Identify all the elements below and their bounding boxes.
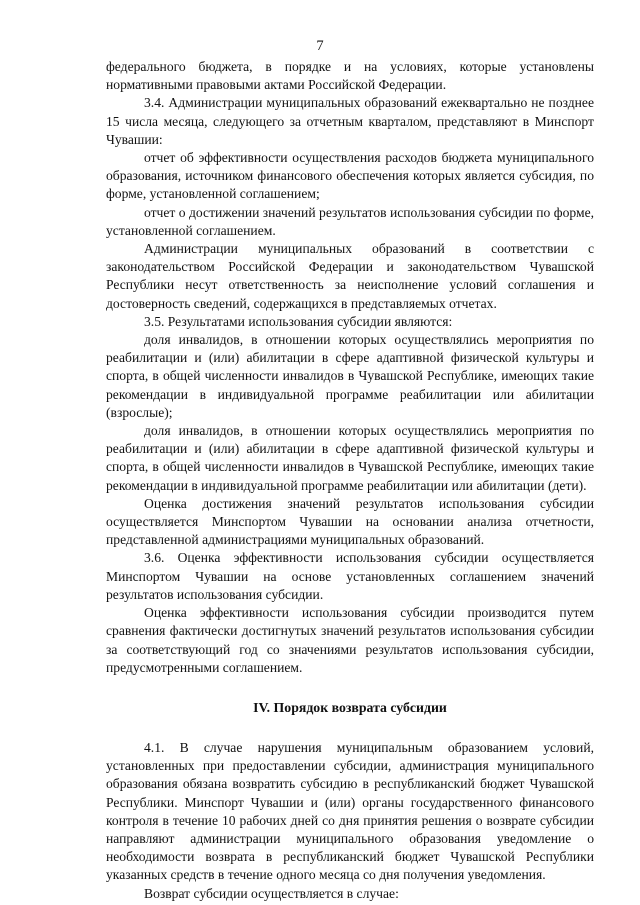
paragraph: 3.5. Результатами использования субсидии являются: xyxy=(144,313,453,329)
page-number: 7 xyxy=(316,38,324,54)
paragraph: 4.1. В случае нарушения муниципальным образованием условий, установленных при предоставлении субсидии, администрация муниципального образования обязана возвратить субсидию в республиканский бюджет Чувашской Республики. Минспорт Чувашии и (или) органы государственного финансового контроля в течение 10 рабочих дней со дня принятия решения о возврате субсидии направляют администрации муниципального образования уведомление о необходимости возврата в республиканский бюджет Чувашской Республики указанных средств в течение одного месяца со дня получения уведомления. xyxy=(106,739,594,883)
paragraph: Администрации муниципальных образований в соответствии с законодательством Российской Федерации и законодательством Чувашской Республики несут ответственность за неисполнение условий соглашения и достоверность сведений, содержащихся в представляемых отчетах. xyxy=(106,241,594,311)
section-heading: IV. Порядок возврата субсидии xyxy=(253,699,447,715)
paragraph: Возврат субсидии осуществляется в случае: xyxy=(144,885,399,901)
paragraph: доля инвалидов, в отношении которых осуществлялись мероприятия по реабилитации и (или) абилитации в сфере адаптивной физической культуры и спорта, в общей численности инвалидов в Чувашской Республике, имеющих такие рекомендации в индивидуальной программе реабилитации или абилитации (взрослые); xyxy=(106,332,594,420)
paragraph: федерального бюджета, в порядке и на условиях, которые установлены нормативными правовыми актами Российской Федерации. xyxy=(106,59,594,93)
paragraph: отчет об эффективности осуществления расходов бюджета муниципального образования, источником финансового обеспечения которых является субсидия, по форме, установленной соглашением; xyxy=(106,150,594,202)
paragraph: Оценка достижения значений результатов использования субсидии осуществляется Минспортом Чувашии на основании анализа отчетности, представленной администрациями муниципальных образований. xyxy=(106,495,594,548)
document-body xyxy=(106,58,594,903)
paragraph: отчет о достижении значений результатов использования субсидии по форме, установленной соглашением. xyxy=(106,204,594,238)
paragraph: доля инвалидов, в отношении которых осуществлялись мероприятия по реабилитации и (или) абилитации в сфере адаптивной физической культуры и спорта, в общей численности инвалидов в Чувашской Республике, имеющих такие рекомендации в индивидуальной программе реабилитации или абилитации (дети). xyxy=(106,423,594,493)
paragraph: Оценка эффективности использования субсидии производится путем сравнения фактически достигнутых значений результатов использования субсидии за соответствующий год со значениями результатов использования субсидии, предусмотренными соглашением. xyxy=(106,605,594,675)
paragraph: 3.4. Администрации муниципальных образований ежеквартально не позднее 15 числа месяца, следующего за отчетным кварталом, представляют в Минспорт Чувашии: xyxy=(106,95,594,147)
paragraphs-after-section xyxy=(106,739,594,903)
paragraph: 3.6. Оценка эффективности использования субсидии осуществляется Минспортом Чувашии на основе установленных соглашением значений результатов использования субсидии. xyxy=(106,550,594,602)
paragraphs-before-section xyxy=(106,58,594,677)
